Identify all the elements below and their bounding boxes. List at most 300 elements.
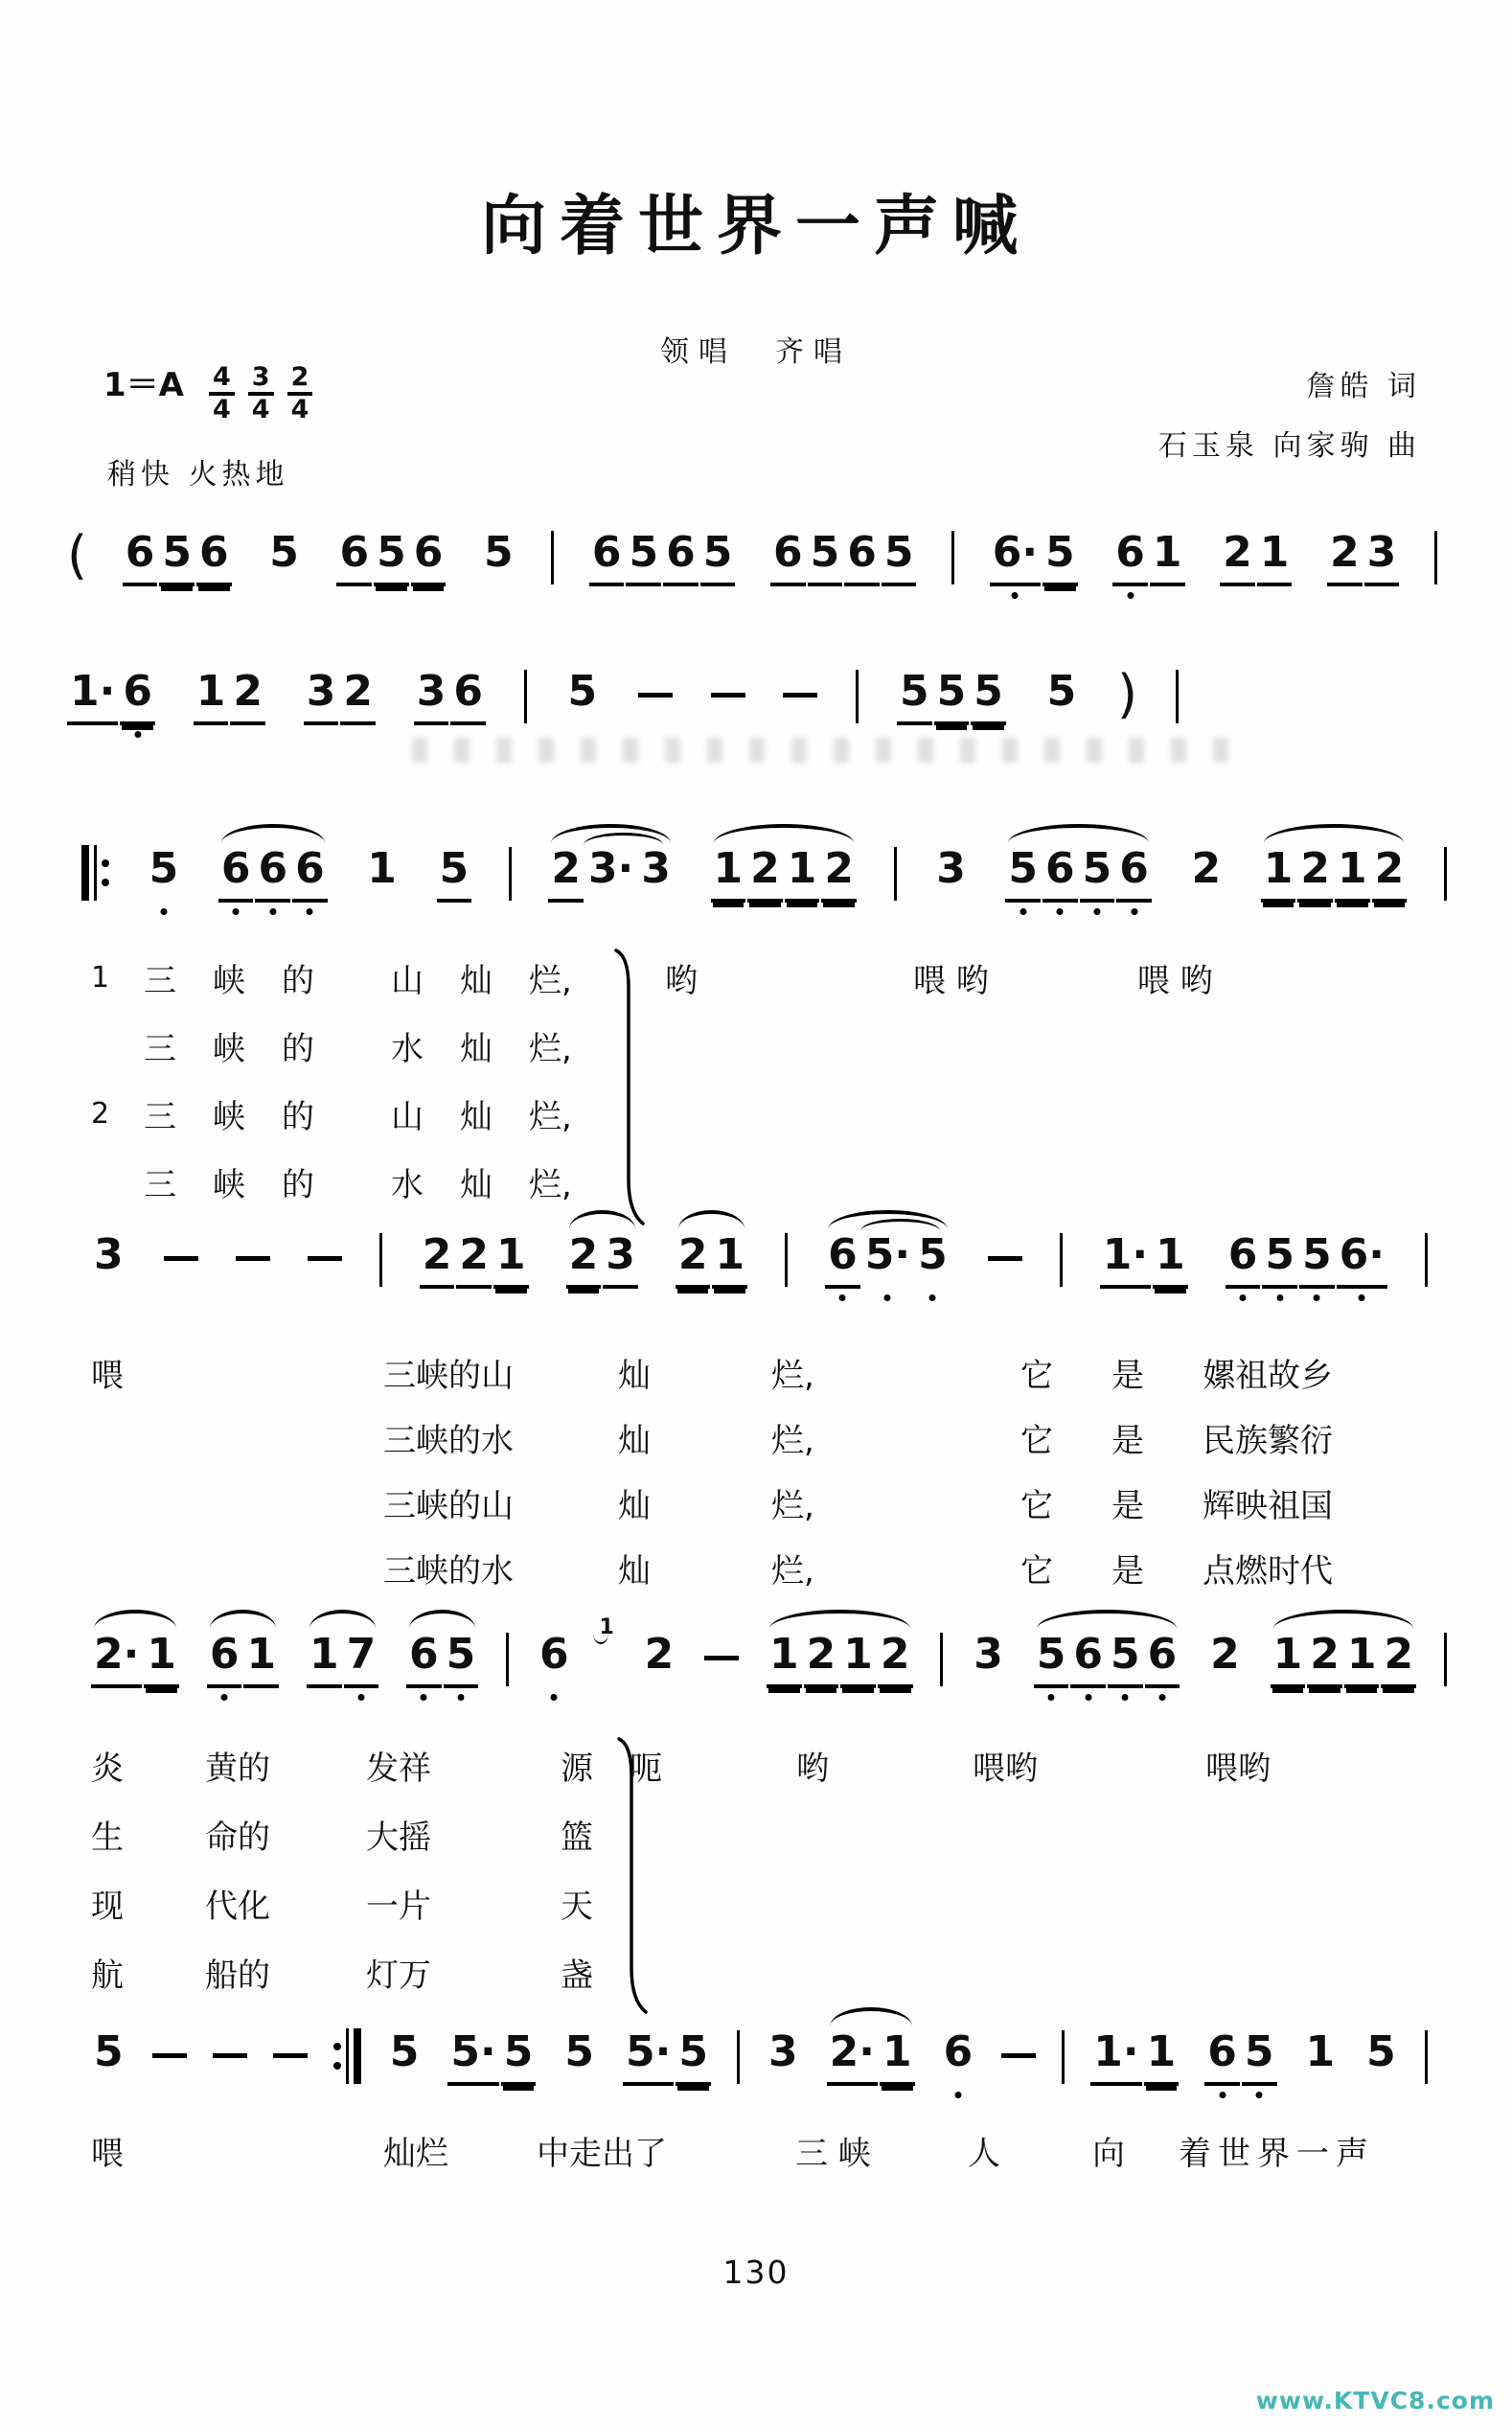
grace-note: 1	[599, 1615, 614, 1639]
barline	[524, 670, 527, 723]
beam-group	[1090, 2028, 1179, 2086]
beam-group	[897, 668, 1006, 725]
note: 1	[1344, 1631, 1380, 1688]
note: 1	[1150, 529, 1185, 586]
note: 5	[564, 2027, 594, 2076]
note: 6	[941, 2028, 976, 2082]
time-signature	[209, 364, 235, 424]
lyric-cell: 它	[1020, 1551, 1053, 1591]
beam-group	[825, 1231, 951, 1289]
note: 6	[207, 1631, 242, 1688]
note: 5	[676, 2028, 711, 2086]
barline	[509, 847, 512, 901]
lyric-cell: 三	[144, 962, 176, 1000]
composer-credit: 石玉泉 向家驹 曲	[1157, 429, 1421, 463]
lyric-cell: 民族繁衍	[1203, 1421, 1333, 1460]
lyric-cell: 灯万	[366, 1956, 431, 1995]
lyric-row	[91, 1470, 1333, 1535]
beam-group	[1271, 1631, 1417, 1688]
note: 3	[641, 844, 671, 893]
held-note-dash	[152, 2053, 187, 2058]
lyric-cell: 峡	[213, 1166, 245, 1204]
note: 3	[304, 668, 339, 725]
lyric-cell: 代化	[205, 1887, 270, 1926]
note: 5	[700, 529, 736, 586]
slur	[1037, 1610, 1178, 1629]
note: 5	[444, 1631, 479, 1688]
lyric-tail-cell: 喂哟	[973, 1749, 1038, 1788]
note: 1	[367, 844, 397, 893]
note: 5	[501, 2028, 537, 2086]
barline	[940, 1633, 943, 1686]
beam-group	[67, 668, 155, 725]
note: 6·	[1337, 1231, 1387, 1289]
slur	[409, 1610, 475, 1629]
beam-group	[218, 845, 328, 903]
lyric-cell: 峡	[213, 1030, 245, 1068]
lyric-cell: 向	[1092, 2134, 1125, 2173]
beam-group	[1100, 1231, 1188, 1289]
lyric-row	[91, 1080, 1213, 1148]
repeat-dots	[333, 2028, 341, 2084]
beam-group	[420, 1231, 529, 1289]
lyric-cell: 烂,	[529, 962, 572, 1000]
note: 3	[974, 1630, 1003, 1679]
note: 2	[821, 845, 857, 903]
held-note-dash	[783, 693, 817, 698]
lyric-cell: 点燃时代	[1203, 1551, 1333, 1591]
held-note-dash	[308, 1256, 342, 1261]
note: 6	[218, 845, 254, 903]
tempo-marking: 稍快 火热地	[107, 458, 289, 492]
note: 1	[711, 845, 746, 903]
lyric-cell: 烂,	[529, 1098, 572, 1136]
end-repeat-sign	[333, 2028, 361, 2084]
slur	[210, 1610, 276, 1629]
music-system-3	[81, 845, 1447, 903]
note: 5	[626, 529, 661, 586]
lyricist-credit: 詹皓 词	[1306, 370, 1421, 403]
held-note-dash	[164, 1256, 198, 1261]
lyric-cell: 大摇	[366, 1818, 431, 1857]
beam-group	[207, 1631, 279, 1688]
note: 2	[230, 668, 265, 725]
key-signature: 1＝A	[103, 366, 184, 404]
lyric-cell: 烂,	[771, 1486, 814, 1525]
note: 5	[437, 845, 472, 903]
time-signature	[248, 364, 274, 424]
beam-group	[91, 1631, 179, 1688]
note: 2	[1372, 845, 1408, 903]
note: 1	[1261, 845, 1296, 903]
beam-group	[194, 668, 265, 725]
note: 5	[1108, 1631, 1143, 1688]
note: 2	[1307, 1631, 1342, 1688]
note: 2	[548, 845, 584, 903]
note: 6	[825, 1231, 860, 1289]
lyric-tail-cell: 哟	[796, 1749, 829, 1788]
lyric-cell: 山	[391, 1098, 424, 1136]
beam-group	[304, 668, 376, 725]
barline	[1425, 2030, 1428, 2084]
slur	[830, 2007, 912, 2026]
barline	[894, 847, 897, 901]
print-bleed-artifact	[412, 738, 1255, 763]
beam-group	[711, 845, 858, 903]
note: 2	[1297, 845, 1333, 903]
time-signature-denominator: 4	[212, 395, 231, 425]
note: 1	[767, 1631, 802, 1688]
lyric-cell: 三峡的山	[383, 1486, 514, 1525]
note: 1·	[67, 668, 118, 725]
time-signature-numerator: 3	[248, 364, 274, 396]
held-note-dash	[638, 693, 673, 698]
note: 6	[1112, 529, 1148, 586]
lyric-cell: 它	[1020, 1421, 1053, 1460]
time-signature-denominator: 4	[251, 395, 270, 425]
note: 6	[336, 529, 372, 586]
lyric-row	[91, 1730, 1271, 1799]
note: 5	[915, 1231, 951, 1285]
lyric-cell: 灿	[618, 1421, 651, 1460]
note: 5	[971, 668, 1006, 725]
song-title: 向着世界一声喊	[480, 188, 1031, 264]
note: 3·	[587, 844, 634, 893]
verse-number: 2	[91, 1097, 110, 1131]
note: 1	[712, 1231, 747, 1289]
note: 6	[123, 529, 158, 586]
beam-group	[1327, 529, 1399, 586]
lyric-row	[91, 1405, 1333, 1470]
lyric-row	[91, 1535, 1333, 1600]
slur	[1273, 1610, 1414, 1629]
note: 3	[603, 1231, 638, 1289]
note: 5	[1299, 1231, 1335, 1289]
lyric-cell: 烂,	[529, 1030, 572, 1068]
note: 5	[1262, 1231, 1297, 1289]
note: 5	[374, 529, 409, 586]
note: 2	[420, 1231, 455, 1289]
lyric-tail-cell: 喂 哟	[913, 962, 989, 1000]
time-signature-numerator: 4	[209, 364, 235, 396]
lyric-cell: 喂	[91, 2134, 124, 2173]
time-signature	[287, 364, 313, 424]
note: 2	[1327, 529, 1363, 586]
beam-group	[676, 1231, 747, 1289]
beam-group	[1261, 845, 1408, 903]
note: 6	[663, 529, 699, 586]
lyric-row	[91, 944, 1213, 1012]
barline	[1176, 670, 1179, 723]
note: 6	[1226, 1231, 1261, 1289]
lyric-cell: 是	[1111, 1356, 1144, 1395]
note: 5	[483, 528, 514, 577]
repeat-thick-bar	[354, 2028, 361, 2084]
held-note-dash	[704, 1656, 739, 1660]
beam-group	[1034, 1631, 1180, 1688]
lyric-cell: 烂,	[529, 1166, 572, 1204]
lyric-cell: 现	[91, 1887, 124, 1926]
barline	[856, 670, 859, 723]
note: 1	[1257, 529, 1293, 586]
lyric-cell: 灿	[618, 1551, 651, 1591]
note: 5·	[623, 2028, 674, 2086]
beam-group	[1005, 845, 1152, 903]
barline	[506, 1633, 509, 1686]
note: 5	[159, 529, 195, 586]
barline	[551, 531, 554, 584]
lyrics-block-3	[91, 1730, 1271, 2006]
note: 6	[1042, 845, 1078, 903]
music-system-1	[67, 525, 1437, 586]
note: 6	[450, 668, 486, 725]
slur	[714, 824, 855, 843]
music-system-2	[67, 664, 1179, 725]
note: 1	[840, 1631, 876, 1688]
barline	[1062, 2030, 1065, 2084]
lyric-cell: 烂,	[771, 1356, 814, 1395]
held-note-dash	[711, 693, 745, 698]
lyric-cell: 生	[91, 1818, 124, 1857]
note: 6	[589, 529, 625, 586]
held-note-dash	[273, 2053, 308, 2058]
lyric-cell: 峡	[213, 962, 245, 1000]
lyrics-final-row	[91, 2125, 1375, 2175]
lyric-cell: 灿	[618, 1356, 651, 1395]
lyric-tail-cell: 喂 哟	[1136, 962, 1213, 1000]
lyric-cell: 灿	[460, 1098, 493, 1136]
lyric-cell: 是	[1111, 1551, 1144, 1591]
lyric-cell: 它	[1020, 1356, 1053, 1395]
held-note-dash	[236, 1256, 270, 1261]
beam-group	[1204, 2028, 1276, 2086]
barline	[1425, 1233, 1428, 1287]
beam-group	[623, 2028, 711, 2086]
lyric-cell: 辉映祖国	[1203, 1486, 1333, 1525]
note: 7	[344, 1631, 379, 1688]
lyric-tail-cell: 喂哟	[1205, 1749, 1271, 1788]
watermark: www.KTVC8.com	[1255, 2387, 1495, 2415]
beam-group	[123, 529, 232, 586]
note: 1	[1305, 2027, 1336, 2076]
beam-group	[548, 845, 674, 903]
note: 5	[1034, 1631, 1069, 1688]
note: 6	[1145, 1631, 1180, 1688]
note: 5	[1242, 2028, 1277, 2086]
note: 5	[1005, 845, 1041, 903]
time-signature-numerator: 2	[287, 364, 313, 396]
note: 3	[94, 1230, 124, 1279]
lyric-cell: 的	[282, 962, 314, 1000]
repeat-dot	[102, 879, 109, 886]
note: 5	[1080, 845, 1115, 903]
note: 1	[1271, 1631, 1306, 1688]
note: 6	[1116, 845, 1152, 903]
lyric-cell: 山	[391, 962, 424, 1000]
note: 2	[804, 1631, 839, 1688]
barline	[951, 531, 954, 584]
note: 5·	[862, 1231, 913, 1285]
note: 2·	[91, 1631, 142, 1688]
note: 5	[1042, 529, 1078, 586]
note: 5	[94, 2027, 124, 2076]
held-note-dash	[988, 1256, 1022, 1261]
lyric-cell: 三峡的山	[383, 1356, 514, 1395]
note: 1·	[1100, 1231, 1151, 1289]
note: 3	[414, 668, 449, 725]
lyric-cell: 它	[1020, 1486, 1053, 1525]
verse-brace-icon	[616, 1736, 649, 2016]
note: 6	[537, 1631, 572, 1684]
key-time-row	[103, 362, 312, 425]
note: 1	[1144, 2028, 1180, 2086]
lyric-tail-cell: 哟	[665, 962, 698, 1000]
repeat-dot	[333, 2043, 341, 2050]
lyric-row	[91, 1012, 1213, 1080]
lyric-cell: 是	[1111, 1486, 1144, 1525]
lyric-row	[91, 1937, 1271, 2006]
note: 5	[1366, 2027, 1396, 2076]
lyric-cell: 发祥	[366, 1749, 431, 1788]
beam-group	[447, 2028, 536, 2086]
lyric-cell: 灿	[460, 1030, 493, 1068]
lyric-cell: 三峡的水	[383, 1551, 514, 1591]
lyric-cell: 灿	[618, 1486, 651, 1525]
page-number: 130	[722, 2254, 790, 2291]
note: 5	[882, 529, 917, 586]
note: 3	[1364, 529, 1400, 586]
note: 2·	[827, 2028, 878, 2086]
lyric-cell: 黄的	[205, 1749, 270, 1788]
note: 6	[292, 845, 328, 903]
note: 5	[934, 668, 970, 725]
lyric-cell: 的	[282, 1166, 314, 1204]
lyric-row	[91, 2125, 1375, 2175]
verse-brace-icon	[613, 948, 646, 1227]
beam-group	[1226, 1231, 1387, 1289]
slur	[221, 824, 325, 843]
beam-group	[307, 1631, 378, 1688]
slur	[309, 1610, 376, 1629]
lyric-cell: 三	[144, 1166, 176, 1204]
lyric-cell: 三	[144, 1098, 176, 1136]
note: 6	[770, 529, 806, 586]
barline	[1434, 531, 1437, 584]
lyric-row	[91, 1868, 1271, 1937]
beam-group	[589, 529, 736, 586]
slur	[94, 1610, 176, 1629]
lyric-cell: 嫘祖故乡	[1203, 1356, 1333, 1395]
music-system-4	[91, 1231, 1428, 1289]
note: 5	[897, 668, 932, 725]
note: 1	[785, 845, 820, 903]
repeat-thick-bar	[81, 845, 89, 901]
note: 5	[1046, 667, 1077, 716]
barline	[379, 1233, 382, 1287]
beam-group	[566, 1231, 638, 1289]
barline	[737, 2030, 740, 2084]
barline	[1444, 1633, 1447, 1686]
note: 6	[406, 1631, 442, 1688]
note: 6	[844, 529, 880, 586]
slur	[1264, 824, 1405, 843]
note: 1·	[1090, 2028, 1141, 2086]
note: 5·	[447, 2028, 498, 2086]
held-note-dash	[213, 2053, 247, 2058]
music-system-5	[91, 1615, 1447, 1688]
note: 1	[144, 1631, 179, 1688]
beam-group	[990, 529, 1078, 586]
beam-group	[827, 2028, 915, 2086]
note: 2	[1220, 529, 1255, 586]
lyric-cell: 是	[1111, 1421, 1144, 1460]
lyric-cell: 命的	[205, 1818, 270, 1857]
beam-group	[414, 668, 486, 725]
note: 1	[1153, 1231, 1188, 1289]
time-signature-denominator: 4	[290, 395, 309, 425]
note: 2	[1191, 844, 1222, 893]
beam-group	[770, 529, 917, 586]
lyric-cell: 灿	[460, 1166, 493, 1204]
lyric-cell: 水	[391, 1166, 424, 1204]
note: 5	[389, 2027, 420, 2076]
lyric-cell: 三峡的水	[383, 1421, 514, 1460]
lyric-row	[91, 1148, 1213, 1216]
note: 2	[676, 1231, 711, 1289]
note: 1	[307, 1631, 342, 1688]
barline	[1060, 1233, 1063, 1287]
note: 6·	[990, 529, 1041, 586]
barline	[785, 1233, 788, 1287]
lyric-cell: 篮	[561, 1818, 593, 1857]
note: 3	[767, 2027, 798, 2076]
verse-number: 1	[91, 961, 110, 995]
lyric-cell: 炎	[91, 1749, 124, 1788]
lyrics-block-1	[91, 944, 1213, 1216]
note: 1	[243, 1631, 279, 1688]
beam-group	[1220, 529, 1292, 586]
lyric-row	[91, 1339, 1333, 1405]
lyric-cell: 船的	[205, 1956, 270, 1995]
performance-mode-label: 领唱 齐唱	[660, 335, 852, 369]
repeat-thin-bar	[346, 2028, 349, 2084]
lyric-cell: 一片	[366, 1887, 431, 1926]
time-signatures	[209, 364, 312, 424]
lyrics-block-2	[91, 1339, 1333, 1600]
lyric-tail-cell: 呃	[630, 1749, 662, 1788]
note: 2	[1381, 1631, 1416, 1688]
repeat-thin-bar	[94, 845, 97, 901]
held-note-dash	[1001, 2053, 1036, 2058]
repeat-dot	[333, 2062, 341, 2070]
lyric-cell: 的	[282, 1098, 314, 1136]
note: 6	[255, 845, 290, 903]
lyric-row	[91, 1799, 1271, 1868]
lyric-cell: 着世界一声	[1179, 2134, 1375, 2173]
slur	[769, 1610, 910, 1629]
note: 2	[340, 668, 376, 725]
beam-group	[1112, 529, 1184, 586]
note: 2	[878, 1631, 913, 1688]
note: 1	[493, 1231, 529, 1289]
note: 2	[566, 1231, 602, 1289]
lyric-cell: 灿烂	[383, 2134, 448, 2173]
lyric-cell: 水	[391, 1030, 424, 1068]
repeat-dot	[102, 859, 109, 867]
parenthesis: )	[1117, 664, 1138, 724]
beam-group	[336, 529, 446, 586]
barline	[1444, 847, 1447, 901]
